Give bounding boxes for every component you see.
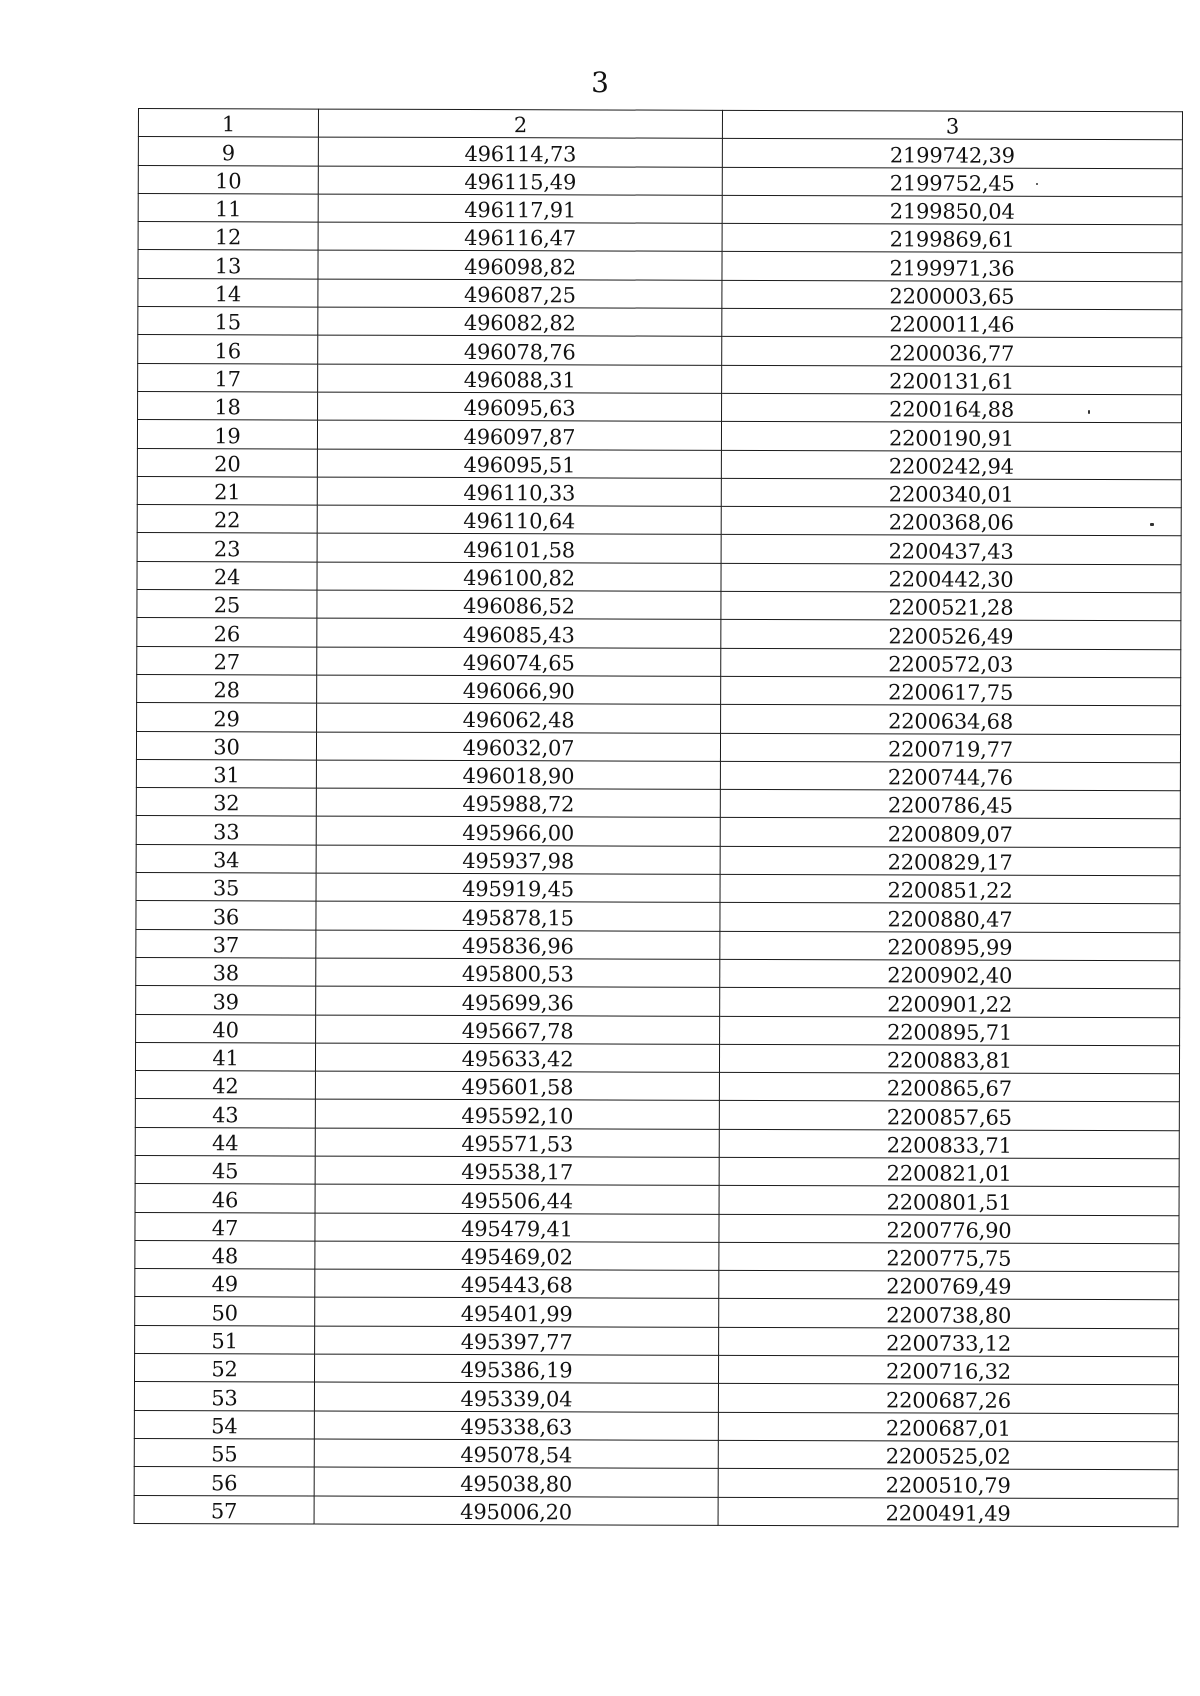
y-coordinate-cell: 2200719,77 (720, 733, 1180, 763)
table-row (137, 703, 1181, 735)
point-number-cell: 47 (135, 1212, 315, 1241)
point-number-cell: 54 (134, 1410, 314, 1439)
x-coordinate-cell: 496078,76 (318, 335, 722, 365)
x-coordinate-cell: 496095,63 (318, 392, 722, 422)
point-number-cell: 57 (134, 1495, 314, 1524)
y-coordinate-cell: 2200880,47 (720, 903, 1180, 933)
table-row (138, 137, 1182, 169)
table-row (135, 1212, 1179, 1244)
point-number-cell: 25 (137, 590, 317, 619)
y-coordinate-cell: 2200733,12 (719, 1327, 1179, 1357)
x-coordinate-cell: 495571,53 (315, 1128, 719, 1158)
table-row (135, 1071, 1179, 1103)
page-number: 3 (591, 66, 609, 99)
table-row (136, 1014, 1180, 1046)
x-coordinate-cell: 495006,20 (314, 1496, 718, 1526)
table-row (138, 250, 1182, 282)
scan-speck (1150, 523, 1154, 526)
x-coordinate-cell: 495878,15 (316, 901, 720, 931)
point-number-cell: 10 (138, 165, 318, 194)
point-number-cell: 50 (135, 1297, 315, 1326)
coordinates-table (134, 108, 1183, 1527)
table-row (136, 788, 1180, 820)
x-coordinate-cell: 495538,17 (315, 1156, 719, 1186)
table-row (135, 1325, 1179, 1357)
table-row (137, 561, 1181, 593)
table-row (138, 335, 1182, 367)
y-coordinate-cell: 2200572,03 (721, 648, 1181, 678)
y-coordinate-cell: 2200442,30 (721, 563, 1181, 593)
y-coordinate-cell: 2200687,26 (718, 1384, 1178, 1414)
x-coordinate-cell: 495919,45 (316, 873, 720, 903)
point-number-cell: 20 (137, 448, 317, 477)
y-coordinate-cell: 2200687,01 (718, 1412, 1178, 1442)
table-row (136, 929, 1180, 961)
x-coordinate-cell: 495937,98 (316, 845, 720, 875)
x-coordinate-cell: 496115,49 (318, 166, 722, 196)
y-coordinate-cell: 2199752,45 (722, 167, 1182, 197)
y-coordinate-cell: 2200865,67 (719, 1072, 1179, 1102)
x-coordinate-cell: 495601,58 (315, 1071, 719, 1101)
x-coordinate-cell: 496100,82 (317, 562, 721, 592)
y-coordinate-cell: 2200491,49 (718, 1497, 1178, 1527)
point-number-cell: 56 (134, 1467, 314, 1496)
x-coordinate-cell: 495479,41 (315, 1213, 719, 1243)
y-coordinate-cell: 2200036,77 (722, 337, 1182, 367)
table-row (134, 1354, 1178, 1386)
point-number-cell: 40 (136, 1014, 316, 1043)
point-number-cell: 38 (136, 957, 316, 986)
x-coordinate-cell: 496095,51 (317, 449, 721, 479)
x-coordinate-cell: 495397,77 (315, 1326, 719, 1356)
y-coordinate-cell: 2200769,49 (719, 1271, 1179, 1301)
x-coordinate-cell: 496088,31 (318, 364, 722, 394)
point-number-cell: 45 (135, 1155, 315, 1184)
table-row (138, 391, 1182, 423)
header-cell-y: 3 (722, 110, 1182, 140)
table-row (136, 986, 1180, 1018)
point-number-cell: 22 (137, 505, 317, 534)
x-coordinate-cell: 495667,78 (316, 1015, 720, 1045)
table-row (135, 1297, 1179, 1329)
point-number-cell: 52 (134, 1354, 314, 1383)
point-number-cell: 26 (137, 618, 317, 647)
point-number-cell: 55 (134, 1438, 314, 1467)
header-cell-point: 1 (138, 109, 318, 138)
table-row (136, 957, 1180, 989)
y-coordinate-cell: 2200801,51 (719, 1186, 1179, 1216)
point-number-cell: 12 (138, 222, 318, 251)
x-coordinate-cell: 495038,80 (314, 1467, 718, 1497)
y-coordinate-cell: 2200895,71 (720, 1016, 1180, 1046)
table-row (135, 1184, 1179, 1216)
table-row (138, 278, 1182, 310)
table-row (137, 420, 1181, 452)
point-number-cell: 53 (134, 1382, 314, 1411)
table-row (137, 590, 1181, 622)
table-row (134, 1438, 1178, 1470)
x-coordinate-cell: 495506,44 (315, 1184, 719, 1214)
x-coordinate-cell: 495592,10 (315, 1099, 719, 1129)
table-row (137, 448, 1181, 480)
y-coordinate-cell: 2200525,02 (718, 1440, 1178, 1470)
x-coordinate-cell: 496066,90 (317, 675, 721, 705)
table-row (135, 1155, 1179, 1187)
point-number-cell: 29 (137, 703, 317, 732)
point-number-cell: 43 (135, 1099, 315, 1128)
point-number-cell: 23 (137, 533, 317, 562)
x-coordinate-cell: 496110,33 (317, 477, 721, 507)
point-number-cell: 31 (136, 759, 316, 788)
table-row (135, 1240, 1179, 1272)
table-row (137, 618, 1181, 650)
point-number-cell: 15 (138, 307, 318, 336)
table-row (137, 505, 1181, 537)
point-number-cell: 44 (135, 1127, 315, 1156)
y-coordinate-cell: 2200829,17 (720, 846, 1180, 876)
point-number-cell: 17 (138, 363, 318, 392)
table-header-row (138, 109, 1182, 141)
x-coordinate-cell: 495633,42 (315, 1043, 719, 1073)
y-coordinate-cell: 2200437,43 (721, 535, 1181, 565)
x-coordinate-cell: 496082,82 (318, 307, 722, 337)
x-coordinate-cell: 495401,99 (315, 1298, 719, 1328)
point-number-cell: 51 (135, 1325, 315, 1354)
table-row (137, 674, 1181, 706)
y-coordinate-cell: 2200164,88 (722, 393, 1182, 423)
y-coordinate-cell: 2200131,61 (722, 365, 1182, 395)
x-coordinate-cell: 496116,47 (318, 222, 722, 252)
point-number-cell: 35 (136, 873, 316, 902)
point-number-cell: 39 (136, 986, 316, 1015)
table-row (136, 759, 1180, 791)
table-row (135, 1127, 1179, 1159)
point-number-cell: 28 (137, 674, 317, 703)
table-row (138, 193, 1182, 225)
y-coordinate-cell: 2200809,07 (720, 818, 1180, 848)
x-coordinate-cell: 496085,43 (317, 618, 721, 648)
point-number-cell: 27 (137, 646, 317, 675)
table-row (137, 476, 1181, 508)
point-number-cell: 48 (135, 1240, 315, 1269)
y-coordinate-cell: 2200786,45 (720, 789, 1180, 819)
y-coordinate-cell: 2200883,81 (719, 1044, 1179, 1074)
table-row (138, 222, 1182, 254)
point-number-cell: 14 (138, 278, 318, 307)
table-row (134, 1382, 1178, 1414)
y-coordinate-cell: 2200895,99 (720, 931, 1180, 961)
x-coordinate-cell: 495966,00 (316, 816, 720, 846)
point-number-cell: 34 (136, 844, 316, 873)
table-row (136, 901, 1180, 933)
point-number-cell: 41 (135, 1042, 315, 1071)
y-coordinate-cell: 2200744,76 (720, 761, 1180, 791)
header-cell-x: 2 (318, 109, 722, 139)
x-coordinate-cell: 495988,72 (316, 788, 720, 818)
point-number-cell: 9 (138, 137, 318, 166)
point-number-cell: 13 (138, 250, 318, 279)
y-coordinate-cell: 2200510,79 (718, 1469, 1178, 1499)
x-coordinate-cell: 496097,87 (317, 420, 721, 450)
point-number-cell: 18 (138, 391, 318, 420)
x-coordinate-cell: 496087,25 (318, 279, 722, 309)
y-coordinate-cell: 2200340,01 (721, 478, 1181, 508)
y-coordinate-cell: 2199742,39 (722, 139, 1182, 169)
scan-speck (1036, 183, 1038, 185)
coordinates-table-container (134, 108, 1182, 1527)
table-row (136, 816, 1180, 848)
point-number-cell: 46 (135, 1184, 315, 1213)
point-number-cell: 33 (136, 816, 316, 845)
table-row (134, 1410, 1178, 1442)
y-coordinate-cell: 2200857,65 (719, 1101, 1179, 1131)
table-row (137, 533, 1181, 565)
table-row (134, 1467, 1178, 1499)
x-coordinate-cell: 496101,58 (317, 534, 721, 564)
x-coordinate-cell: 495800,53 (316, 958, 720, 988)
x-coordinate-cell: 495699,36 (316, 986, 720, 1016)
y-coordinate-cell: 2200821,01 (719, 1157, 1179, 1187)
y-coordinate-cell: 2200901,22 (720, 988, 1180, 1018)
x-coordinate-cell: 495339,04 (314, 1382, 718, 1412)
y-coordinate-cell: 2200617,75 (721, 676, 1181, 706)
table-row (136, 731, 1180, 763)
table-row (135, 1269, 1179, 1301)
table-row (137, 646, 1181, 678)
point-number-cell: 37 (136, 929, 316, 958)
y-coordinate-cell: 2200833,71 (719, 1129, 1179, 1159)
x-coordinate-cell: 495078,54 (314, 1439, 718, 1469)
x-coordinate-cell: 496062,48 (317, 703, 721, 733)
table-row (135, 1042, 1179, 1074)
table-row (134, 1495, 1178, 1527)
y-coordinate-cell: 2200775,75 (719, 1242, 1179, 1272)
y-coordinate-cell: 2200368,06 (721, 506, 1181, 536)
table-row (136, 873, 1180, 905)
y-coordinate-cell: 2200634,68 (721, 705, 1181, 735)
y-coordinate-cell: 2200011,46 (722, 308, 1182, 338)
scan-speck (1088, 410, 1090, 414)
y-coordinate-cell: 2200716,32 (718, 1355, 1178, 1385)
point-number-cell: 21 (137, 476, 317, 505)
y-coordinate-cell: 2200003,65 (722, 280, 1182, 310)
x-coordinate-cell: 496018,90 (316, 760, 720, 790)
table-row (138, 363, 1182, 395)
y-coordinate-cell: 2199971,36 (722, 252, 1182, 282)
y-coordinate-cell: 2200526,49 (721, 620, 1181, 650)
point-number-cell: 24 (137, 561, 317, 590)
point-number-cell: 30 (136, 731, 316, 760)
point-number-cell: 19 (137, 420, 317, 449)
y-coordinate-cell: 2200242,94 (721, 450, 1181, 480)
x-coordinate-cell: 495338,63 (314, 1411, 718, 1441)
x-coordinate-cell: 496086,52 (317, 590, 721, 620)
table-row (136, 844, 1180, 876)
table-row (138, 307, 1182, 339)
x-coordinate-cell: 495836,96 (316, 930, 720, 960)
x-coordinate-cell: 495386,19 (314, 1354, 718, 1384)
point-number-cell: 36 (136, 901, 316, 930)
point-number-cell: 42 (135, 1071, 315, 1100)
x-coordinate-cell: 496117,91 (318, 194, 722, 224)
x-coordinate-cell: 495443,68 (315, 1269, 719, 1299)
y-coordinate-cell: 2200776,90 (719, 1214, 1179, 1244)
x-coordinate-cell: 496110,64 (317, 505, 721, 535)
point-number-cell: 32 (136, 788, 316, 817)
table-row (135, 1099, 1179, 1131)
y-coordinate-cell: 2200521,28 (721, 591, 1181, 621)
x-coordinate-cell: 496032,07 (316, 732, 720, 762)
x-coordinate-cell: 496098,82 (318, 251, 722, 281)
x-coordinate-cell: 496074,65 (317, 647, 721, 677)
y-coordinate-cell: 2200851,22 (720, 874, 1180, 904)
x-coordinate-cell: 496114,73 (318, 137, 722, 167)
y-coordinate-cell: 2199869,61 (722, 224, 1182, 254)
point-number-cell: 49 (135, 1269, 315, 1298)
y-coordinate-cell: 2200738,80 (719, 1299, 1179, 1329)
point-number-cell: 11 (138, 193, 318, 222)
y-coordinate-cell: 2200902,40 (720, 959, 1180, 989)
y-coordinate-cell: 2200190,91 (721, 422, 1181, 452)
table-row (138, 165, 1182, 197)
x-coordinate-cell: 495469,02 (315, 1241, 719, 1271)
y-coordinate-cell: 2199850,04 (722, 195, 1182, 225)
point-number-cell: 16 (138, 335, 318, 364)
